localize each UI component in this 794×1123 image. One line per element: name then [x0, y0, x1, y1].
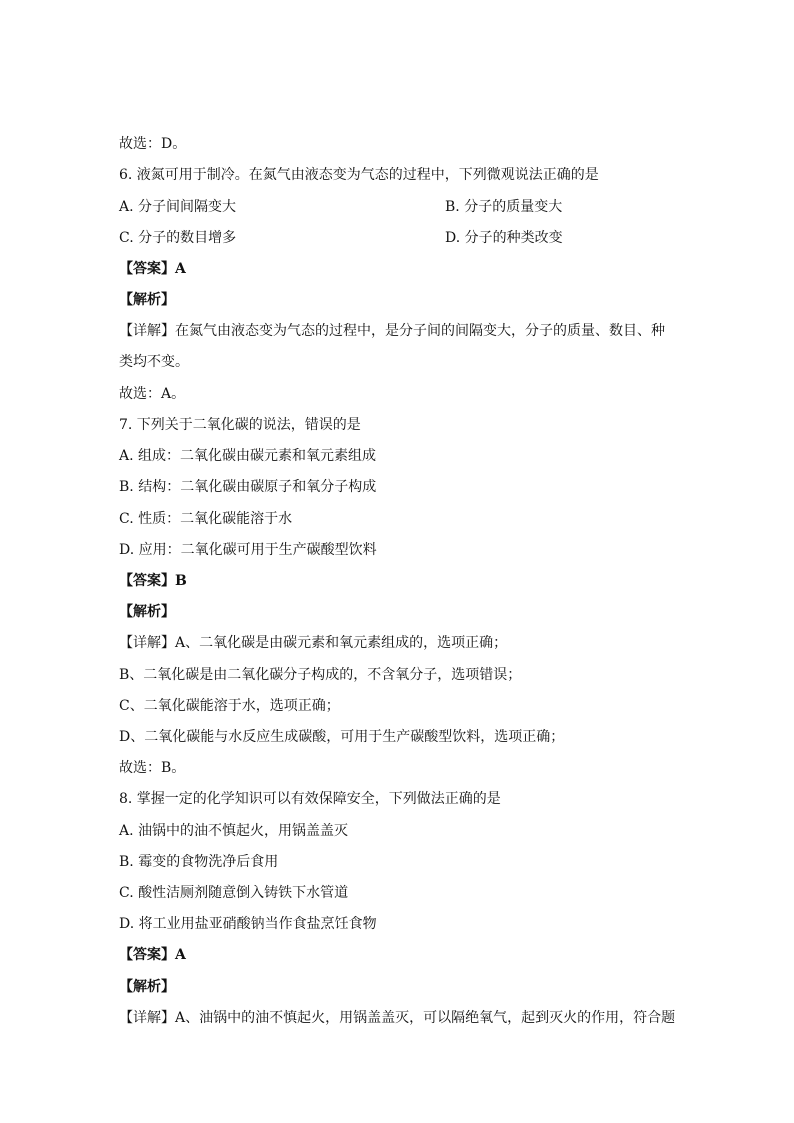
q6-analysis-label: 【解析】: [119, 292, 175, 308]
q8-analysis-label: 【解析】: [119, 979, 175, 995]
q6-option-c: C. 分子的数目增多: [119, 230, 237, 246]
q7-option-a: A. 组成：二氧化碳由碳元素和氧元素组成: [119, 448, 377, 464]
q6-detail-line2: 类均不变。: [119, 354, 189, 370]
q7-conclusion: 故选：B。: [119, 760, 186, 776]
q8-option-d: D. 将工业用盐亚硝酸钠当作食盐烹饪食物: [119, 916, 377, 932]
q8-option-b: B. 霉变的食物洗净后食用: [119, 854, 279, 870]
q8-detail-a: 【详解】A、油锅中的油不慎起火，用锅盖盖灭，可以隔绝氧气，起到灭火的作用，符合题: [119, 1010, 676, 1026]
q5-conclusion: 故选：D。: [119, 136, 187, 152]
q6-option-d: D. 分子的种类改变: [445, 230, 563, 246]
q8-option-c: C. 酸性洁厕剂随意倒入铸铁下水管道: [119, 885, 349, 901]
q7-detail-c: C、二氧化碳能溶于水，选项正确；: [119, 698, 340, 714]
q6-option-b: B. 分子的质量变大: [445, 199, 563, 215]
q7-answer: 【答案】B: [119, 573, 187, 589]
q7-detail-d: D、二氧化碳能与水反应生成碳酸，可用于生产碳酸型饮料，选项正确；: [119, 729, 565, 745]
q6-answer: 【答案】A: [119, 261, 186, 277]
q7-detail-b: B、二氧化碳是由二氧化碳分子构成的，不含氧分子，选项错误；: [119, 667, 522, 683]
q8-stem: 8. 掌握一定的化学知识可以有效保障安全，下列做法正确的是: [119, 791, 501, 807]
q6-conclusion: 故选：A。: [119, 386, 186, 402]
q7-analysis-label: 【解析】: [119, 604, 175, 620]
q7-option-b: B. 结构：二氧化碳由碳原子和氧分子构成: [119, 479, 377, 495]
q7-option-c: C. 性质：二氧化碳能溶于水: [119, 511, 293, 527]
q6-option-a: A. 分子间间隔变大: [119, 199, 237, 215]
q7-detail-a: 【详解】A、二氧化碳是由碳元素和氧元素组成的，选项正确；: [119, 635, 508, 651]
q6-detail-line1: 【详解】在氮气由液态变为气态的过程中，是分子间的间隔变大，分子的质量、数目、种: [119, 323, 665, 339]
q8-option-a: A. 油锅中的油不慎起火，用锅盖盖灭: [119, 823, 349, 839]
q8-answer: 【答案】A: [119, 947, 186, 963]
q6-stem: 6. 液氮可用于制冷。在氮气由液态变为气态的过程中，下列微观说法正确的是: [119, 167, 599, 183]
q7-option-d: D. 应用：二氧化碳可用于生产碳酸型饮料: [119, 542, 377, 558]
q7-stem: 7. 下列关于二氧化碳的说法，错误的是: [119, 417, 361, 433]
